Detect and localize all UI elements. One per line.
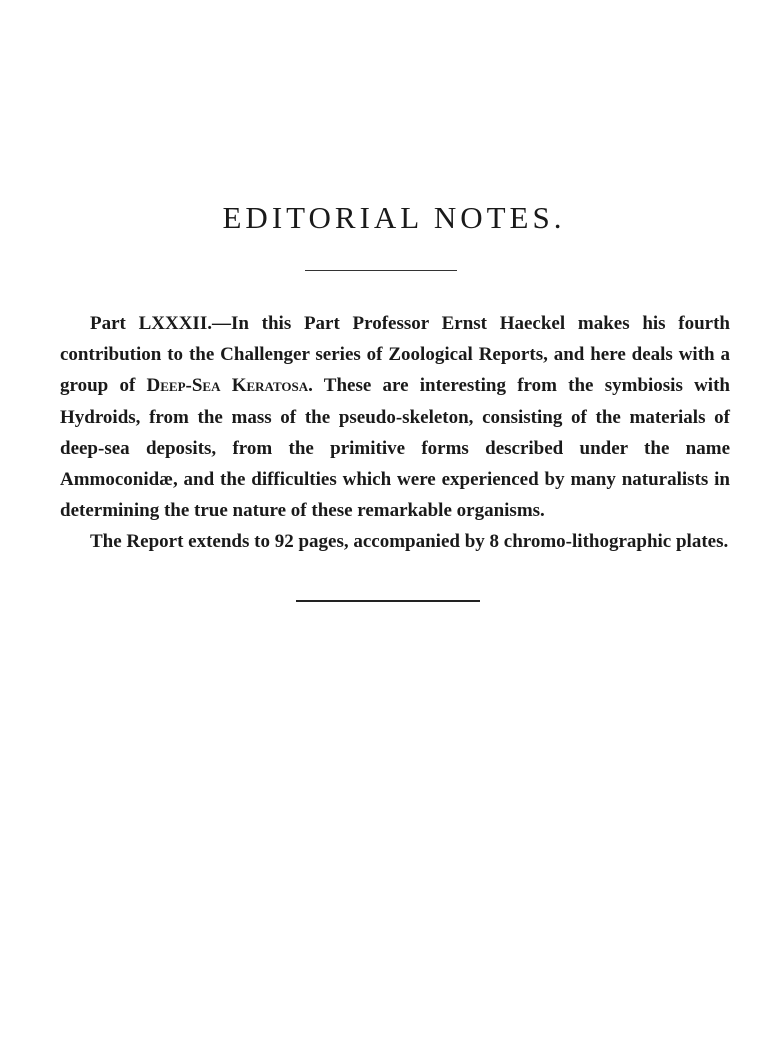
page-title: EDITORIAL NOTES. xyxy=(222,200,566,235)
paragraph-rest: . These are interesting from the symbiosis with Hydroids, from the mass of the pseudo-skeleton, consisting of the materials of deep-sea deposits, from the primitive forms described under the name Ammoconidæ, and the difficulties which were experienced by many naturalists in determining the true nature of these remarkable organisms. xyxy=(60,375,730,522)
paragraph-lead: Part LXXXII.—In this Part Professor Ernst Haeckel makes his fourth contribution to the Challenger series of Zoological Reports, and here deals with a group of xyxy=(60,313,730,397)
closing-divider xyxy=(296,600,480,602)
paragraph-report-extent: The Report extends to 92 pages, accompanied by 8 chromo-lithographic plates. xyxy=(90,531,729,553)
title-divider xyxy=(305,270,457,271)
paragraph-part-lxxxii xyxy=(60,308,730,526)
group-name: Deep-Sea Keratosa xyxy=(146,375,309,397)
editorial-body xyxy=(60,308,730,558)
